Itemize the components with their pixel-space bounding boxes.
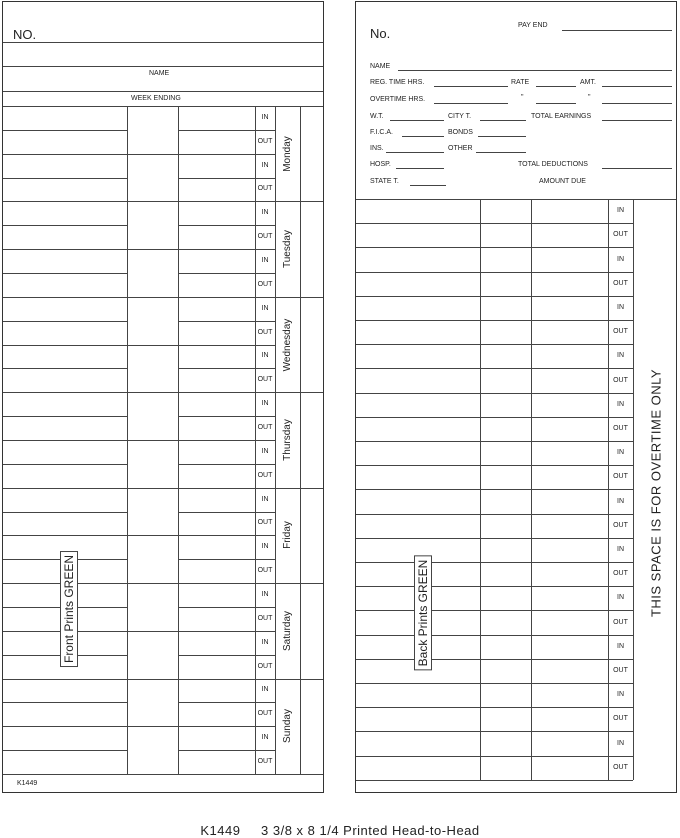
- in-label: IN: [617, 303, 624, 311]
- wt-field[interactable]: [390, 120, 444, 121]
- row-line: [3, 464, 127, 465]
- name-line: [3, 66, 323, 67]
- ditto-mark: ": [588, 94, 591, 101]
- back-pay-end-label: PAY END: [518, 22, 548, 29]
- in-label: IN: [261, 734, 269, 742]
- back-fica-label: F.I.C.A.: [370, 129, 393, 136]
- back-reg-time-label: REG. TIME HRS.: [370, 79, 425, 86]
- back-amount-due-label: AMOUNT DUE: [539, 178, 586, 185]
- row-line: [356, 223, 633, 224]
- day-label-wednesday: Wednesday: [282, 318, 293, 371]
- day-label-tuesday: Tuesday: [282, 230, 293, 269]
- out-label: OUT: [257, 137, 273, 145]
- row-line: [178, 702, 275, 703]
- back-amt-label: AMT.: [580, 79, 596, 86]
- out-label: OUT: [257, 662, 273, 670]
- row-line: [178, 512, 275, 513]
- row-line: [178, 225, 275, 226]
- day-label-saturday: Saturday: [282, 610, 293, 651]
- row-line: [356, 514, 633, 515]
- row-line: [3, 702, 127, 703]
- city-field[interactable]: [480, 120, 526, 121]
- rate-field[interactable]: [536, 86, 576, 87]
- row-line: [178, 273, 275, 274]
- divider: [3, 42, 323, 43]
- row-line: [356, 393, 633, 394]
- in-label: IN: [261, 686, 269, 694]
- front-no-label: NO.: [13, 27, 37, 42]
- row-line: [356, 610, 633, 611]
- day-label-sunday: Sunday: [282, 709, 293, 744]
- out-label: OUT: [257, 519, 273, 527]
- out-label: OUT: [613, 715, 628, 723]
- back-overtime-label: OVERTIME HRS.: [370, 96, 426, 103]
- row-line: [356, 635, 633, 636]
- out-label: OUT: [613, 279, 628, 287]
- out-label: OUT: [257, 471, 273, 479]
- row-line: [178, 130, 275, 131]
- divider: [356, 199, 676, 200]
- row-line: [356, 320, 633, 321]
- row-line: [356, 489, 633, 490]
- back-city-label: CITY T.: [448, 113, 472, 120]
- row-line: [3, 631, 275, 632]
- week-ending-line: [3, 91, 323, 92]
- row-line: [356, 780, 633, 781]
- ins-field[interactable]: [386, 152, 444, 153]
- row-line: [356, 707, 633, 708]
- out-label: OUT: [257, 233, 273, 241]
- row-line: [3, 726, 275, 727]
- back-total-deductions-label: TOTAL DEDUCTIONS: [518, 161, 588, 168]
- out-label: OUT: [613, 570, 628, 578]
- reg-time-field[interactable]: [434, 86, 508, 87]
- in-label: IN: [261, 304, 269, 312]
- back-rate-label: RATE: [511, 79, 530, 86]
- out-label: OUT: [257, 710, 273, 718]
- row-line: [3, 535, 275, 536]
- row-line: [356, 344, 633, 345]
- day-divider: [3, 297, 323, 298]
- row-line: [356, 272, 633, 273]
- in-label: IN: [617, 691, 624, 699]
- day-label-monday: Monday: [282, 135, 293, 172]
- row-line: [356, 538, 633, 539]
- row-line: [356, 368, 633, 369]
- out-label: OUT: [257, 328, 273, 336]
- back-other-label: OTHER: [448, 145, 473, 152]
- back-name-label: NAME: [370, 63, 391, 70]
- hosp-field[interactable]: [396, 168, 444, 169]
- in-label: IN: [617, 594, 624, 602]
- overtime-amt-field[interactable]: [602, 103, 672, 104]
- row-line: [178, 416, 275, 417]
- in-label: IN: [617, 642, 624, 650]
- row-line: [178, 750, 275, 751]
- front-card-code: K1449: [17, 780, 38, 787]
- front-week-ending-label: WEEK ENDING: [131, 95, 181, 102]
- row-line: [356, 562, 633, 563]
- out-label: OUT: [257, 376, 273, 384]
- row-line: [3, 440, 275, 441]
- row-line: [356, 659, 633, 660]
- day-divider: [3, 488, 323, 489]
- in-label: IN: [261, 638, 269, 646]
- row-line: [356, 756, 633, 757]
- day-divider: [3, 774, 323, 775]
- state-field[interactable]: [410, 185, 446, 186]
- amt-field[interactable]: [602, 86, 672, 87]
- overtime-hours-field[interactable]: [434, 103, 508, 104]
- back-state-label: STATE T.: [370, 178, 399, 185]
- back-print-note: Back Prints GREEN: [414, 556, 432, 671]
- back-wt-label: W.T.: [370, 113, 384, 120]
- in-label: IN: [617, 739, 624, 747]
- back-hosp-label: HOSP.: [370, 161, 391, 168]
- pay-end-field[interactable]: [562, 30, 672, 31]
- fica-field[interactable]: [402, 136, 444, 137]
- row-line: [178, 368, 275, 369]
- in-label: IN: [261, 543, 269, 551]
- day-divider: [3, 583, 323, 584]
- row-line: [356, 441, 633, 442]
- name-field[interactable]: [398, 70, 672, 71]
- row-line: [3, 321, 127, 322]
- total-earnings-field[interactable]: [602, 120, 672, 121]
- row-line: [3, 130, 127, 131]
- day-label-thursday: Thursday: [282, 419, 293, 461]
- out-label: OUT: [613, 521, 628, 529]
- total-deductions-field[interactable]: [602, 168, 672, 169]
- ditto-mark: ": [521, 94, 524, 101]
- column-divider: [275, 106, 276, 774]
- row-line: [178, 321, 275, 322]
- out-label: OUT: [257, 567, 273, 575]
- row-line: [178, 559, 275, 560]
- out-label: OUT: [613, 763, 628, 771]
- other-field[interactable]: [476, 152, 526, 153]
- out-label: OUT: [613, 231, 628, 239]
- in-label: IN: [617, 352, 624, 360]
- row-line: [356, 586, 633, 587]
- out-label: OUT: [257, 758, 273, 766]
- in-label: IN: [261, 257, 269, 265]
- row-line: [3, 750, 127, 751]
- day-divider: [3, 679, 323, 680]
- in-label: IN: [261, 161, 269, 169]
- in-label: IN: [261, 400, 269, 408]
- column-divider: [300, 106, 301, 774]
- overtime-note: THIS SPACE IS FOR OVERTIME ONLY: [648, 368, 664, 618]
- front-print-note: Front Prints GREEN: [60, 551, 78, 667]
- in-label: IN: [617, 207, 624, 215]
- out-label: OUT: [613, 328, 628, 336]
- out-label: OUT: [613, 666, 628, 674]
- front-name-label: NAME: [149, 70, 170, 77]
- row-line: [178, 655, 275, 656]
- row-line: [356, 465, 633, 466]
- in-label: IN: [261, 352, 269, 360]
- overtime-rate-field[interactable]: [536, 103, 576, 104]
- bonds-field[interactable]: [478, 136, 526, 137]
- back-bonds-label: BONDS: [448, 129, 473, 136]
- day-label-friday: Friday: [282, 521, 293, 550]
- row-line: [3, 225, 127, 226]
- back-no-label: No.: [370, 26, 391, 41]
- in-label: IN: [617, 255, 624, 263]
- out-label: OUT: [257, 424, 273, 432]
- out-label: OUT: [613, 424, 628, 432]
- out-label: OUT: [613, 618, 628, 626]
- day-divider: [3, 201, 323, 202]
- out-label: OUT: [613, 473, 628, 481]
- row-line: [3, 512, 127, 513]
- out-label: OUT: [257, 185, 273, 193]
- row-line: [3, 154, 275, 155]
- row-line: [356, 247, 633, 248]
- back-ins-label: INS.: [370, 145, 384, 152]
- row-line: [356, 296, 633, 297]
- row-line: [356, 417, 633, 418]
- out-label: OUT: [613, 376, 628, 384]
- row-line: [178, 464, 275, 465]
- back-total-earnings-label: TOTAL EARNINGS: [531, 113, 592, 120]
- in-label: IN: [617, 400, 624, 408]
- column-divider: [633, 199, 634, 780]
- row-line: [3, 178, 127, 179]
- in-label: IN: [617, 545, 624, 553]
- row-line: [3, 273, 127, 274]
- row-line: [3, 249, 275, 250]
- in-label: IN: [261, 495, 269, 503]
- out-label: OUT: [257, 614, 273, 622]
- out-label: OUT: [257, 280, 273, 288]
- in-label: IN: [261, 209, 269, 217]
- in-label: IN: [261, 113, 269, 121]
- day-divider: [3, 392, 323, 393]
- footer-caption: K1449 3 3/8 x 8 1/4 Printed Head-to-Head: [200, 823, 480, 838]
- in-label: IN: [261, 447, 269, 455]
- row-line: [3, 368, 127, 369]
- row-line: [356, 731, 633, 732]
- front-card: [2, 1, 324, 793]
- row-line: [3, 345, 275, 346]
- in-label: IN: [261, 591, 269, 599]
- row-line: [178, 607, 275, 608]
- in-label: IN: [617, 449, 624, 457]
- back-card: [355, 1, 677, 793]
- in-label: IN: [617, 497, 624, 505]
- row-line: [3, 416, 127, 417]
- row-line: [178, 178, 275, 179]
- row-line: [356, 683, 633, 684]
